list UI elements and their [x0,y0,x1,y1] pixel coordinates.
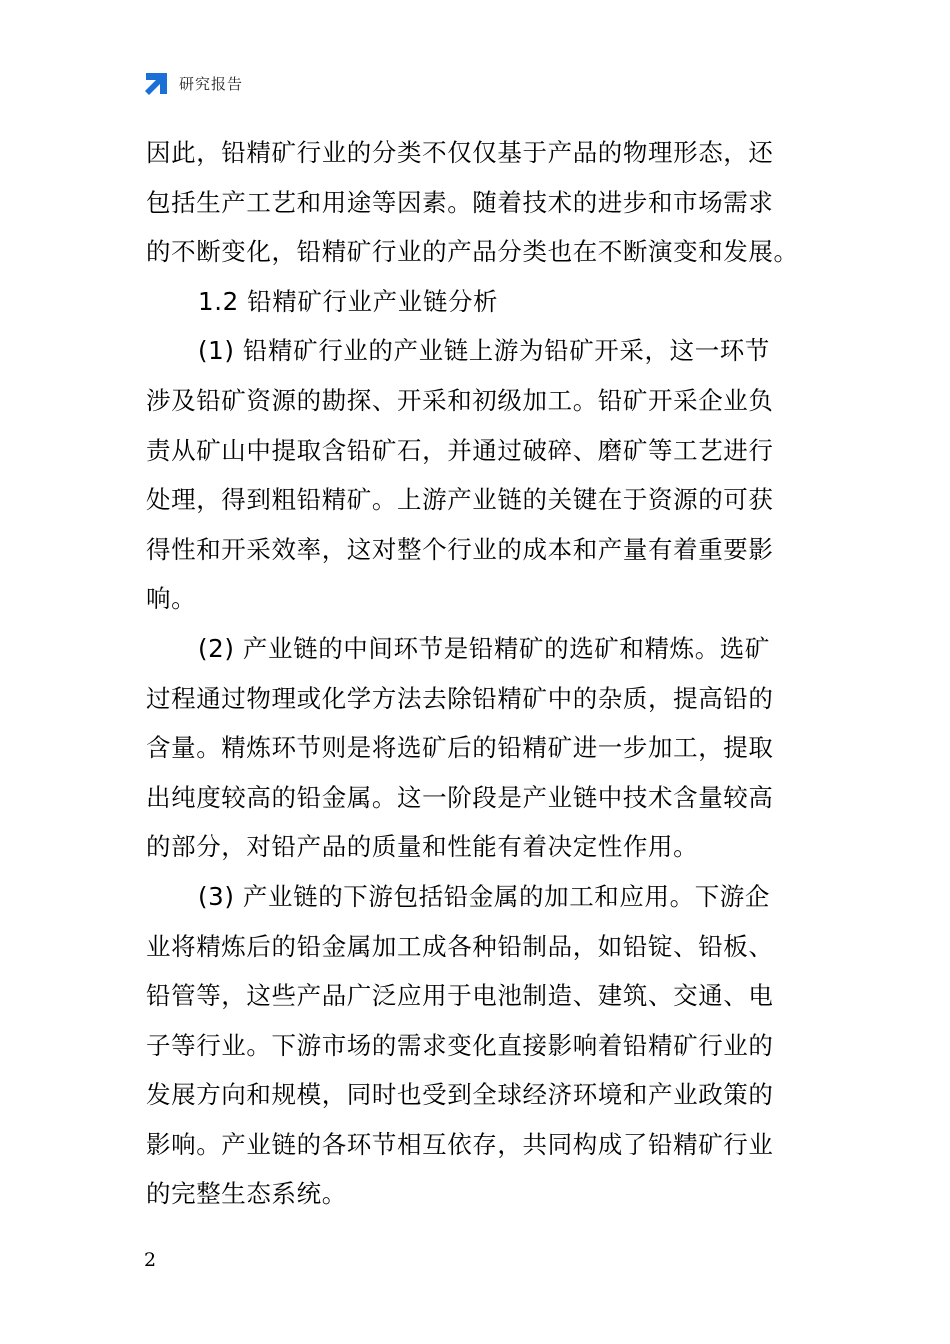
body-line: (2) 产业链的中间环节是铅精矿的选矿和精炼。选矿 [198,633,770,663]
document-body [146,128,808,1219]
body-line: 包括生产工艺和用途等因素。随着技术的进步和市场需求 [146,187,774,217]
body-line: (3) 产业链的下游包括铅金属的加工和应用。下游企 [198,881,770,911]
page-number: 2 [144,1249,157,1271]
body-line: 的部分，对铅产品的质量和性能有着决定性作用。 [146,832,699,862]
body-line: 发展方向和规模，同时也受到全球经济环境和产业政策的 [146,1080,774,1110]
body-line: 得性和开采效率，这对整个行业的成本和产量有着重要影 [146,534,774,564]
body-line: 响。 [146,584,197,614]
body-line: (1) 铅精矿行业的产业链上游为铅矿开采，这一环节 [198,336,770,366]
body-line: 子等行业。下游市场的需求变化直接影响着铅精矿行业的 [146,1030,774,1060]
body-line: 因此，铅精矿行业的分类不仅仅基于产品的物理形态，还 [146,138,774,167]
body-line: 责从矿山中提取含铅矿石，并通过破碎、磨矿等工艺进行 [146,435,774,465]
body-line: 影响。产业链的各环节相互依存，共同构成了铅精矿行业 [146,1129,774,1159]
section-heading: 1.2 铅精矿行业产业链分析 [198,286,499,316]
arrow-up-right-icon [143,70,170,97]
body-line: 处理，得到粗铅精矿。上游产业链的关键在于资源的可获 [146,485,774,515]
body-line: 的不断变化，铅精矿行业的产品分类也在不断演变和发展。 [146,237,799,267]
report-header [143,68,243,98]
body-line: 出纯度较高的铅金属。这一阶段是产业链中技术含量较高 [146,782,774,812]
body-line: 含量。精炼环节则是将选矿后的铅精矿进一步加工，提取 [146,733,774,763]
body-line: 的完整生态系统。 [146,1179,347,1209]
body-line: 过程通过物理或化学方法去除铅精矿中的杂质，提高铅的 [146,683,774,713]
header-title: 研究报告 [179,74,244,93]
body-line: 业将精炼后的铅金属加工成各种铅制品，如铅锭、铅板、 [146,931,774,961]
body-line: 涉及铅矿资源的勘探、开采和初级加工。铅矿开采企业负 [146,385,774,415]
body-line: 铅管等，这些产品广泛应用于电池制造、建筑、交通、电 [146,981,774,1011]
